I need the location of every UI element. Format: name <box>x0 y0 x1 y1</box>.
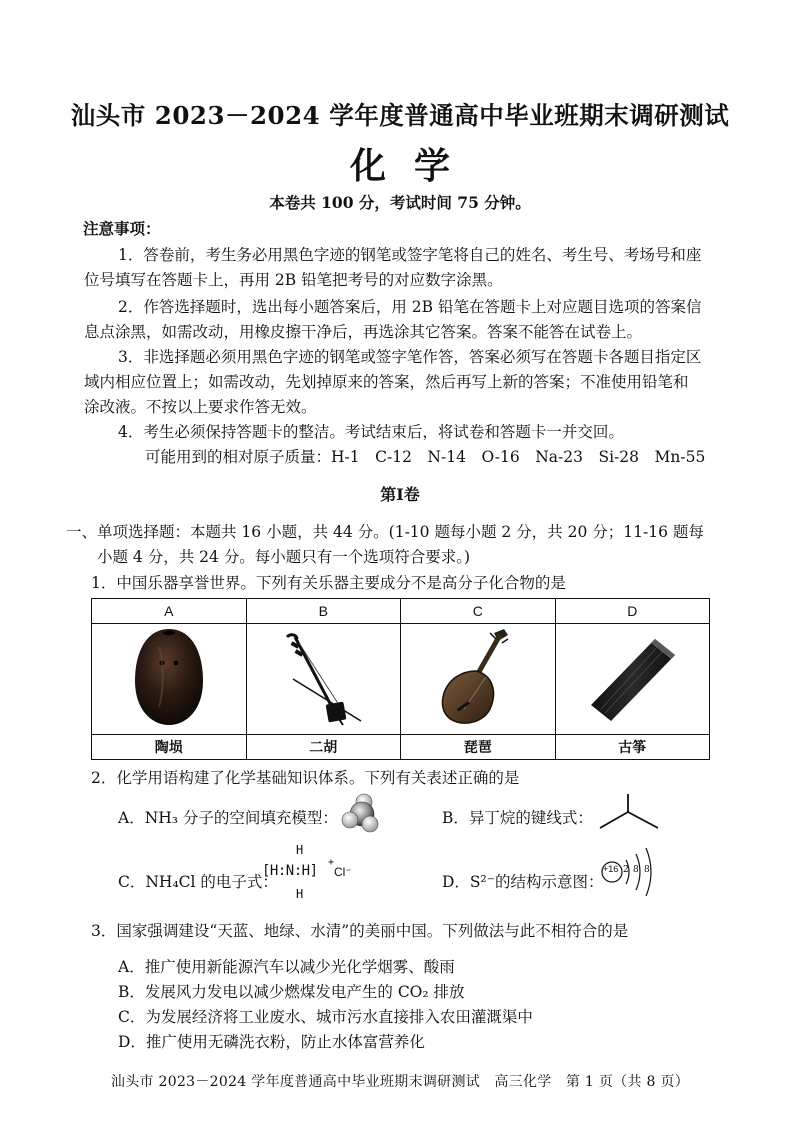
guzheng-image <box>555 624 710 735</box>
xun-icon <box>129 625 209 729</box>
q2-option-c: C．NH₄Cl 的电子式： <box>118 873 278 891</box>
erhu-icon <box>273 625 373 729</box>
exam-title: 汕头市 2023－2024 学年度普通高中毕业班期末调研测试 <box>70 101 730 130</box>
shell-3-count: 8 <box>644 865 650 875</box>
nucleus-charge: +16 <box>603 864 619 874</box>
q2-stem: 2．化学用语构建了化学基础知识体系。下列有关表述正确的是 <box>91 769 520 787</box>
q3-option-d: D．推广使用无磷洗衣粉，防止水体富营养化 <box>118 1033 425 1051</box>
s2-atomic-structure-diagram <box>600 846 660 898</box>
q2-option-b: B．异丁烷的键线式： <box>442 809 593 827</box>
guzheng-icon <box>577 625 687 729</box>
xun-image <box>92 624 247 735</box>
notice-heading: 注意事项： <box>83 219 161 238</box>
isobutane-skeletal-formula <box>598 794 664 830</box>
electron-chloride: Cl⁻ <box>334 865 352 879</box>
electron-formula-main: [H:N:H] <box>262 863 318 879</box>
q1-options-table <box>91 598 710 760</box>
page-footer: 汕头市 2023－2024 学年度普通高中毕业班期末调研测试 高三化学 第 1 页（共 8 页） <box>110 1074 690 1090</box>
q1-option-b-label: B <box>246 599 401 624</box>
section-instruction-2: 小题 4 分，共 24 分。每小题只有一个选项符合要求。) <box>97 548 471 566</box>
q3-option-a: A．推广使用新能源汽车以减少光化学烟雾、酸雨 <box>118 958 455 976</box>
q3-stem: 3．国家强调建设“天蓝、地绿、水清”的美丽中国。下列做法与此不相符合的是 <box>91 922 629 940</box>
notice-1-line-2: 位号填写在答题卡上，再用 2B 铅笔把考号的对应数字涂黑。 <box>84 271 503 289</box>
q1-option-d-label: D <box>555 599 710 624</box>
electron-h-bottom: H <box>296 887 304 901</box>
pipa-icon <box>428 625 528 729</box>
q1-name-d: 古筝 <box>555 735 710 760</box>
pipa-image <box>401 624 556 735</box>
notice-3-line-3: 涂改液。不按以上要求作答无效。 <box>84 398 317 416</box>
atomic-masses: 可能用到的相对原子质量：H-1 C-12 N-14 O-16 Na-23 Si-28 Mn-55 <box>145 448 706 466</box>
notice-2-line-1: 2．作答选择题时，选出每小题答案后，用 2B 铅笔在答题卡上对应题目选项的答案信 <box>118 298 702 316</box>
q1-name-c: 琵琶 <box>401 735 556 760</box>
nh4cl-electron-formula <box>262 843 362 905</box>
q1-option-c-label: C <box>401 599 556 624</box>
q1-name-a: 陶埙 <box>92 735 247 760</box>
nh3-space-filling-model <box>336 790 384 834</box>
shell-1-count: 2 <box>623 865 629 875</box>
notice-1-line-1: 1．答卷前，考生务必用黑色字迹的钢笔或签字笔将自己的姓名、考生号、考场号和座 <box>118 246 702 264</box>
q2-option-d: D．S²⁻的结构示意图： <box>442 873 604 891</box>
q3-option-b: B．发展风力发电以减少燃煤发电产生的 CO₂ 排放 <box>118 983 465 1001</box>
erhu-image <box>246 624 401 735</box>
q2-option-a: A．NH₃ 分子的空间填充模型： <box>118 809 338 827</box>
paper-info: 本卷共 100 分，考试时间 75 分钟。 <box>269 193 531 212</box>
section-instruction-1: 一、单项选择题：本题共 16 小题，共 44 分。(1-10 题每小题 2 分，共 20 分；11-16 题每 <box>66 523 704 541</box>
notice-3-line-2: 域内相应位置上；如需改动，先划掉原来的答案，然后再写上新的答案；不准使用铅笔和 <box>84 373 689 391</box>
q1-option-a-label: A <box>92 599 247 624</box>
notice-3-line-1: 3．非选择题必须用黑色字迹的钢笔或签字笔作答，答案必须写在答题卡各题目指定区 <box>118 348 702 366</box>
q3-option-c: C．为发展经济将工业废水、城市污水直接排入农田灌溉渠中 <box>118 1008 533 1026</box>
notice-2-line-2: 息点涂黑，如需改动，用橡皮擦干净后，再选涂其它答案。答案不能答在试卷上。 <box>84 323 643 341</box>
shell-2-count: 8 <box>633 865 639 875</box>
subject-title: 化学 <box>349 145 478 187</box>
q1-stem: 1．中国乐器享誉世界。下列有关乐器主要成分不是高分子化合物的是 <box>91 574 566 592</box>
notice-4-line-1: 4．考生必须保持答题卡的整洁。考试结束后，将试卷和答题卡一并交回。 <box>118 423 624 441</box>
section-title: 第Ⅰ卷 <box>380 485 420 504</box>
q1-name-b: 二胡 <box>246 735 401 760</box>
electron-plus-sign: + <box>328 857 335 868</box>
electron-h-top: H <box>296 843 304 857</box>
